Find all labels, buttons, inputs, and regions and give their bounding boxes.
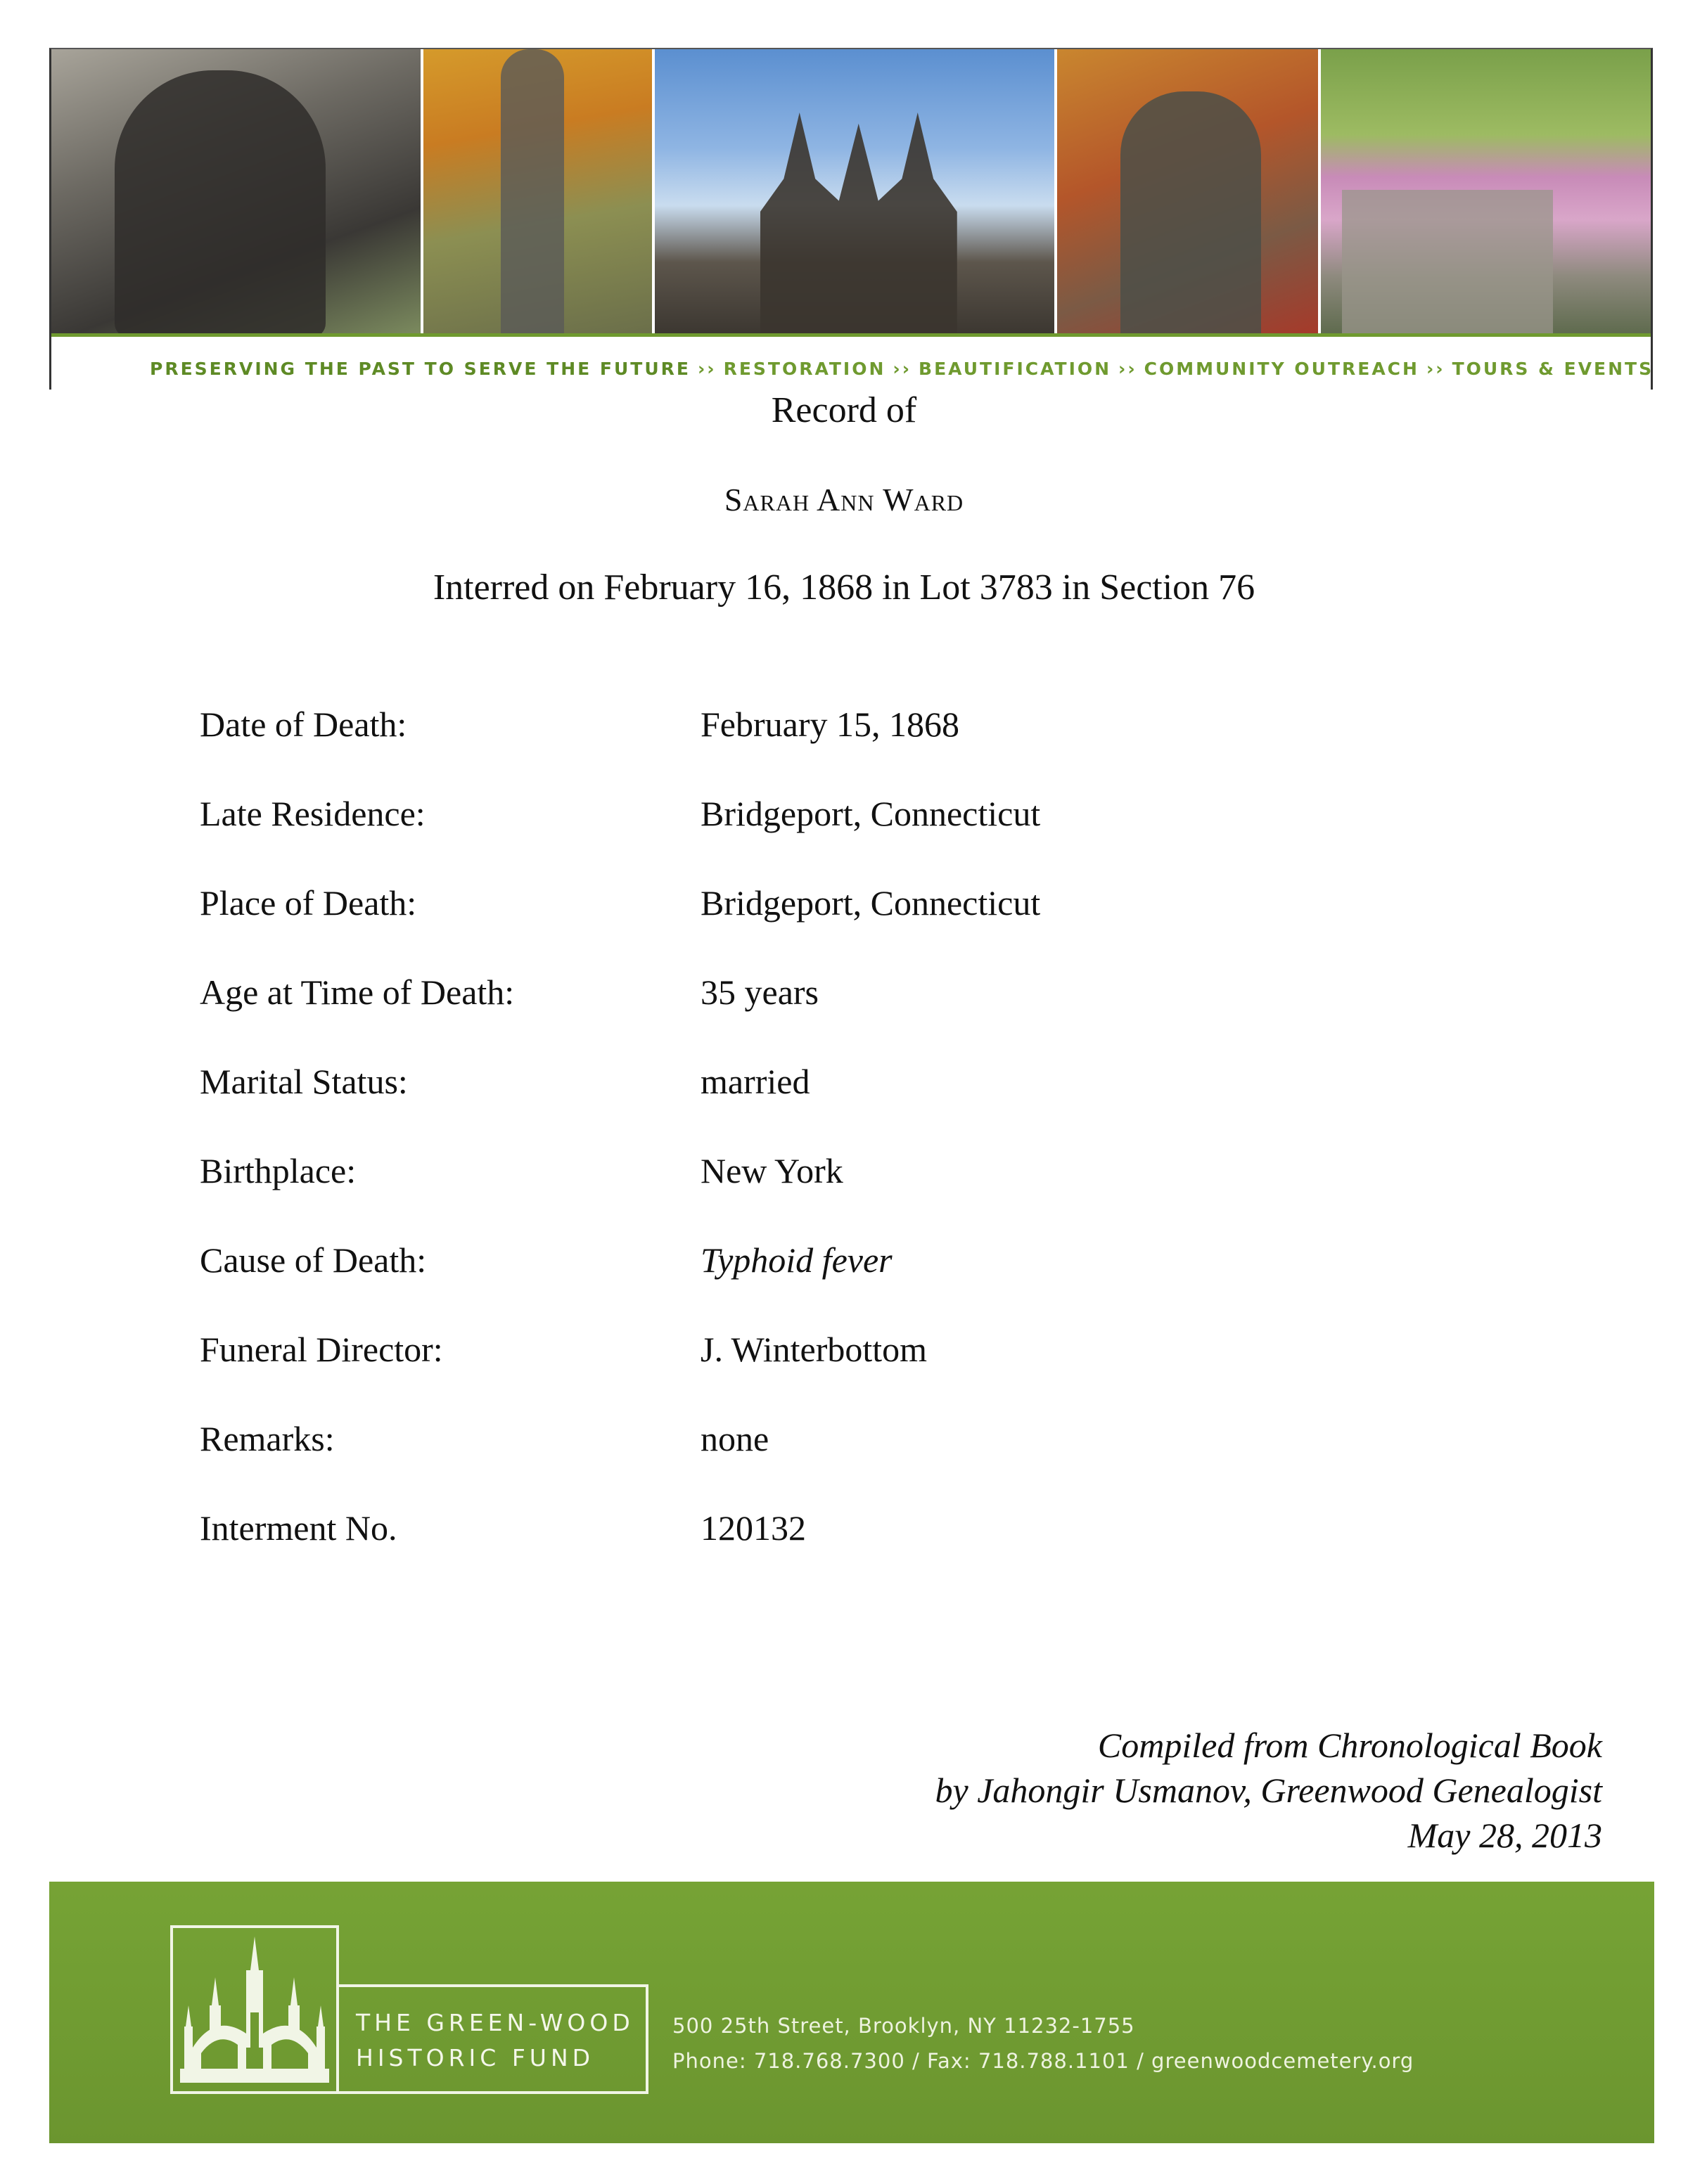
photo-blossom-tree — [1321, 49, 1651, 333]
field-value: 120132 — [701, 1508, 806, 1548]
tagline-item: RESTORATION — [723, 359, 886, 379]
field-value: J. Winterbottom — [701, 1330, 928, 1369]
tagline-main: PRESERVING THE PAST TO SERVE THE FUTURE — [150, 359, 691, 379]
photo-autumn-monument — [1057, 49, 1321, 333]
tagline — [150, 359, 1654, 379]
field-row-cause-of-death — [200, 1236, 1536, 1325]
field-row-date-of-death — [200, 700, 1536, 790]
header-banner — [49, 48, 1653, 390]
field-value: Typhoid fever — [701, 1240, 893, 1280]
compiled-line-date: May 28, 2013 — [1407, 1816, 1602, 1855]
field-value: 35 years — [701, 972, 819, 1012]
field-label: Marital Status: — [200, 1062, 408, 1101]
tagline-separator: ›› — [697, 359, 717, 379]
field-label: Late Residence: — [200, 794, 426, 833]
org-name-line2: HISTORIC FUND — [356, 2044, 595, 2071]
logo-frame — [170, 1925, 339, 2094]
compiled-line-source: Compiled from Chronological Book — [1097, 1726, 1602, 1765]
org-phone-fax-web: Phone: 718.768.7300 / Fax: 718.788.1101 / greenwoodcemetery.org — [672, 2049, 1414, 2073]
org-contact — [672, 2008, 1414, 2079]
org-address: 500 25th Street, Brooklyn, NY 11232-1755 — [672, 2014, 1135, 2038]
field-value: married — [701, 1062, 810, 1101]
field-row-marital-status — [200, 1058, 1536, 1147]
gothic-gate-logo-icon — [173, 1928, 336, 2091]
tagline-separator: ›› — [1118, 359, 1137, 379]
field-label: Birthplace: — [200, 1151, 357, 1190]
org-name-box — [336, 1984, 648, 2094]
tagline-item: COMMUNITY OUTREACH — [1144, 359, 1419, 379]
record-fields — [200, 700, 1536, 1593]
tagline-item: TOURS & EVENTS — [1452, 359, 1654, 379]
field-value: February 15, 1868 — [701, 705, 959, 744]
field-label: Age at Time of Death: — [200, 972, 515, 1012]
photo-angel-statue — [423, 49, 655, 333]
field-row-place-of-death — [200, 879, 1536, 968]
field-value: Bridgeport, Connecticut — [701, 883, 1041, 923]
tagline-item: BEAUTIFICATION — [919, 359, 1112, 379]
photo-soldier-statue — [51, 49, 423, 333]
tagline-separator: ›› — [893, 359, 912, 379]
tagline-separator: ›› — [1426, 359, 1445, 379]
field-row-remarks — [200, 1415, 1536, 1504]
field-label: Date of Death: — [200, 705, 407, 744]
monument-silhouette — [1120, 91, 1261, 333]
compiled-line-author: by Jahongir Usmanov, Greenwood Genealogist — [935, 1771, 1602, 1810]
field-row-birthplace — [200, 1147, 1536, 1236]
field-row-funeral-director — [200, 1325, 1536, 1415]
mausoleum-silhouette — [1342, 190, 1553, 333]
field-row-interment-number — [200, 1504, 1536, 1593]
field-label: Remarks: — [200, 1419, 335, 1458]
field-label: Interment No. — [200, 1508, 397, 1548]
record-of-heading: Record of — [771, 390, 917, 430]
photo-strip — [51, 49, 1651, 333]
banner-divider — [51, 333, 1651, 337]
compiled-note — [935, 1723, 1602, 1858]
field-value: Bridgeport, Connecticut — [701, 794, 1041, 833]
field-row-age — [200, 968, 1536, 1058]
angel-silhouette — [501, 49, 564, 333]
field-value: none — [701, 1419, 769, 1458]
field-label: Place of Death: — [200, 883, 417, 923]
org-name-line1: THE GREEN-WOOD — [356, 2009, 634, 2036]
person-name: Sarah Ann Ward — [724, 482, 964, 518]
field-value: New York — [701, 1151, 843, 1190]
photo-gothic-gate — [655, 49, 1057, 333]
statue-silhouette — [115, 70, 326, 333]
field-label: Funeral Director: — [200, 1330, 443, 1369]
field-label: Cause of Death: — [200, 1240, 427, 1280]
footer-band — [49, 1882, 1654, 2143]
interment-summary: Interred on February 16, 1868 in Lot 3783 in Section 76 — [433, 567, 1255, 608]
field-row-late-residence — [200, 790, 1536, 879]
gate-silhouette — [760, 113, 957, 333]
